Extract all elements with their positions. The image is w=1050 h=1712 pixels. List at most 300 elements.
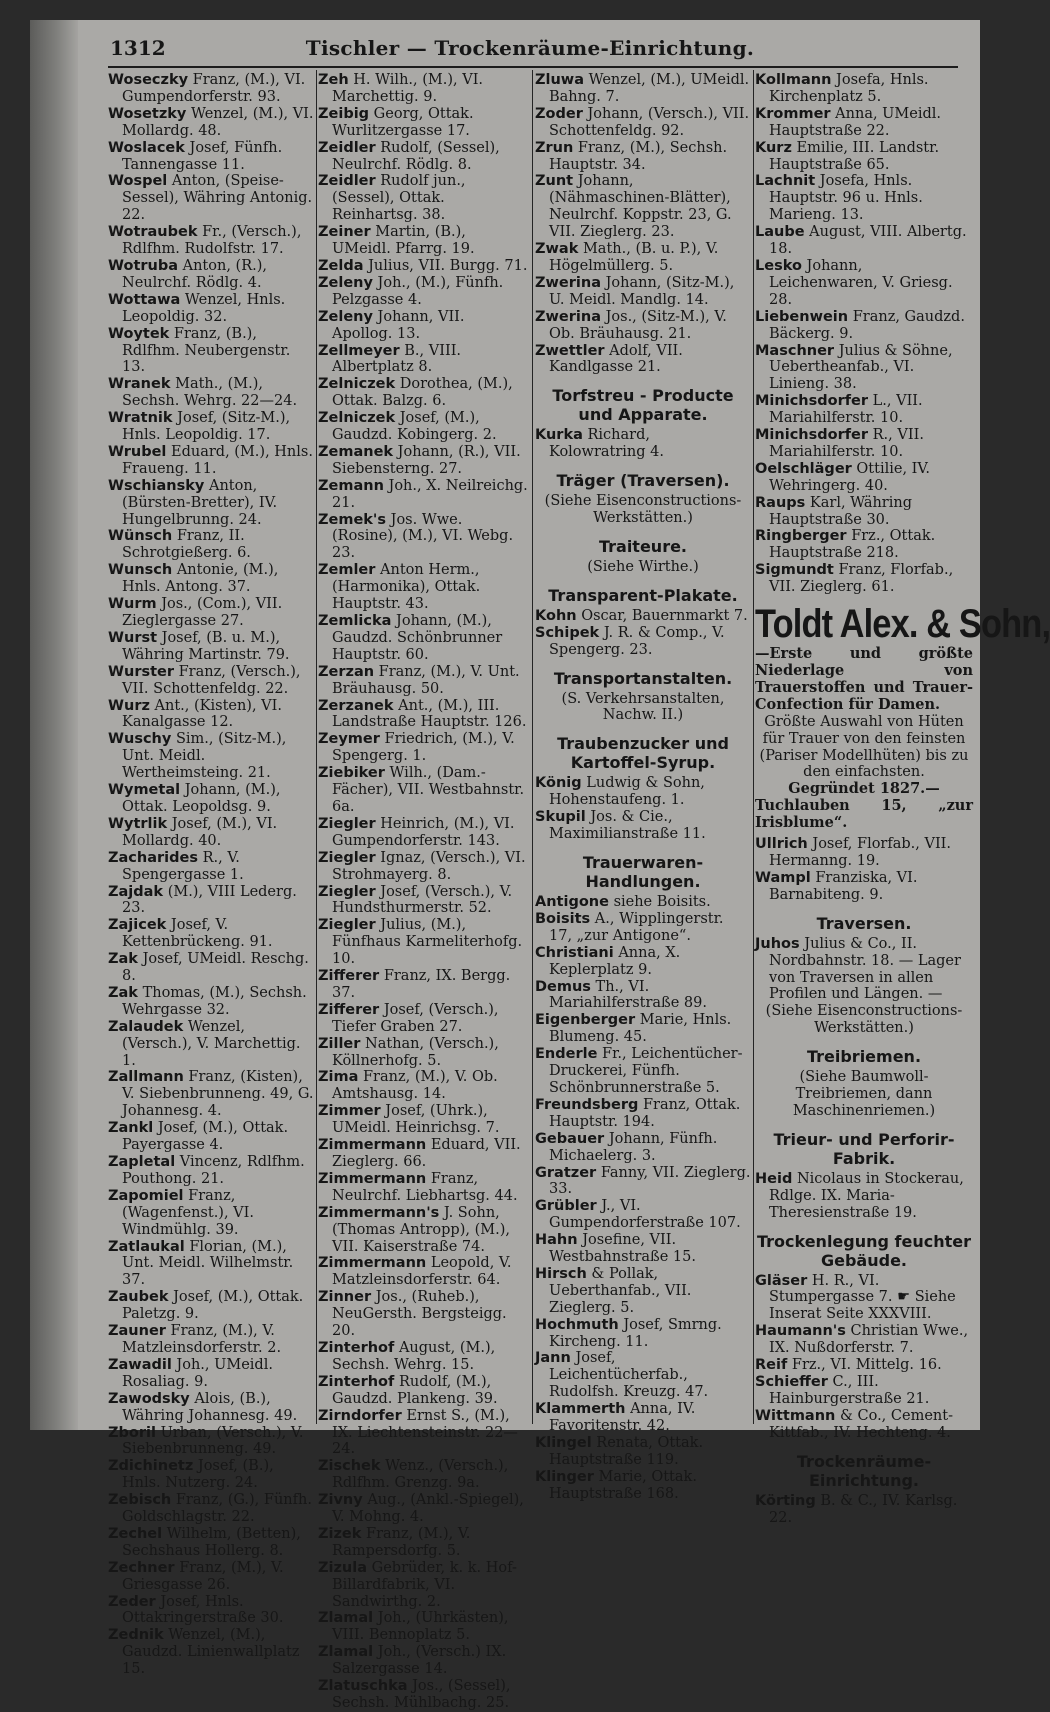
directory-entry (318, 1340, 528, 1374)
entry-details: Johann, VII. Apollog. 13. (332, 308, 465, 342)
entry-name: Hahn (535, 1232, 578, 1249)
directory-entry (318, 1137, 528, 1171)
directory-entry (108, 1391, 314, 1425)
column-divider (753, 70, 754, 1424)
directory-entry (108, 410, 314, 444)
entry-name: Schipek (535, 624, 600, 641)
entry-name: Zajdak (108, 883, 164, 900)
entry-details: Josef, Hnls. Ottakringerstraße 30. (122, 1593, 284, 1627)
header-rule (108, 66, 958, 68)
entry-details: Antonie, (M.), Hnls. Antong. 37. (122, 562, 279, 596)
entry-name: Zifferer (318, 968, 380, 985)
entry-name: Wuschy (108, 731, 172, 748)
entry-name: Schieffer (755, 1374, 828, 1390)
entry-details: Karl, Währing Hauptstraße 30. (769, 494, 912, 528)
directory-entry (535, 894, 751, 911)
entry-name: Wampl (755, 869, 811, 886)
entry-name: Ziegler (318, 815, 376, 832)
directory-entry (108, 562, 314, 596)
directory-entry (108, 258, 314, 292)
entry-details: Franz, Neulrchf. Liebhartsg. 44. (332, 1170, 518, 1204)
entry-details: J. Sohn, (Thomas Antropp), (M.), VII. Kaiserstraße 74. (332, 1204, 510, 1255)
entry-name: Klammerth (535, 1401, 626, 1418)
directory-entry (108, 1154, 314, 1188)
entry-details: Sim., (Sitz-M.), Unt. Meidl. Wertheimsteing. 21. (122, 731, 287, 782)
entry-details: Wenzel, (M.), UMeidl. Bahng. 7. (549, 72, 750, 105)
section-heading: Trauerwaren-Handlungen. (582, 853, 704, 891)
directory-entry (318, 1103, 528, 1137)
directory-entry (318, 444, 528, 478)
directory-entry (535, 106, 751, 140)
entry-details: Adolf, VII. Kandlgasse 21. (549, 342, 683, 376)
directory-entry (535, 809, 751, 843)
entry-name: Lachnit (755, 173, 816, 190)
section-heading: Traversen. (816, 913, 912, 933)
cross-reference-note: (Siehe Baumwoll-Treibriemen, dann Maschinenriemen.) (792, 1069, 936, 1119)
entry-details: Joh., UMeidl. Rosaliag. 9. (122, 1356, 273, 1390)
entry-name: Zeymer (318, 731, 380, 748)
directory-entry (108, 292, 314, 326)
entry-name: Woytek (108, 325, 170, 342)
directory-entry (108, 1289, 314, 1323)
directory-entry (108, 1526, 314, 1560)
entry-name: Zemlicka (318, 613, 392, 629)
page-number: 1312 (110, 36, 166, 60)
entry-name: Zizek (318, 1525, 362, 1542)
entry-name: Zeibig (318, 105, 370, 122)
directory-entry (318, 1069, 528, 1103)
entry-name: Ziller (318, 1035, 361, 1052)
directory-entry (108, 884, 314, 918)
advertisement (755, 602, 1050, 832)
entry-details: Wilhelm, (Betten), Sechshaus Hollerg. 8. (122, 1525, 301, 1559)
entry-name: Zimmermann's (318, 1204, 440, 1221)
entry-details: Joh., X. Neilreichg. 21. (332, 477, 528, 511)
entry-name: Raups (755, 494, 806, 511)
entry-name: Zimmermann (318, 1137, 427, 1154)
directory-entry (318, 850, 528, 884)
entry-details: Marie, Hnls. Blumeng. 45. (549, 1012, 732, 1046)
entry-name: Zerzan (318, 663, 375, 680)
entry-name: Wymetal (108, 782, 181, 799)
section-heading: Trockenlegung feuchter Gebäude. (756, 1231, 972, 1270)
directory-entry (318, 478, 528, 512)
directory-entry (108, 698, 314, 732)
entry-details: Math., (B. u. P.), V. Högelmüllerg. 5. (549, 241, 719, 274)
directory-entry (318, 173, 528, 224)
entry-name: Zivny (318, 1492, 363, 1509)
directory-entry (535, 911, 751, 945)
entry-name: Minichsdorfer (755, 393, 869, 410)
section-heading: Traiteure. (598, 536, 688, 556)
entry-details: Rudolf jun., (Sessel), Ottak. Reinhartsg. 38. (332, 173, 466, 224)
entry-name: Zatlaukal (108, 1238, 185, 1255)
entry-details: Jos., (Sessel), Sechsh. Mühlbachg. 25. (332, 1678, 511, 1711)
entry-name: Zemek's (318, 511, 387, 528)
entry-details: Franz, II. Schrotgießerg. 6. (122, 528, 251, 562)
directory-entry (318, 140, 528, 174)
directory-entry (108, 224, 314, 258)
entry-details: Vincenz, Rdlfhm. Pouthong. 21. (122, 1154, 305, 1187)
column-3 (535, 72, 751, 1502)
entry-details: Th., VI. Mariahilferstraße 89. (549, 978, 707, 1012)
entry-name: Zimmermann (318, 1255, 427, 1272)
entry-details: Math., (M.), Sechsh. Wehrg. 22—24. (122, 376, 298, 410)
entry-details: Christian Wwe., IX. Nußdorferstr. 7. (769, 1323, 969, 1357)
directory-entry (535, 1232, 751, 1266)
entry-name: Heid (755, 1170, 793, 1187)
entry-details: Ernst S., (M.), IX. Liechtensteinstr. 22—24. (332, 1407, 518, 1458)
entry-details: Josef, Leichentücherfab., Rudolfsh. Kreuzg. 47. (549, 1350, 709, 1401)
entry-name: Zboril (108, 1424, 156, 1441)
directory-entry (535, 945, 751, 979)
entry-details: August, VIII. Albertg. 18. (769, 224, 967, 258)
entry-details: Rudolf, (Sessel), Neulrchf. Rödlg. 8. (332, 139, 500, 173)
entry-name: Zeh (318, 72, 349, 88)
directory-entry (755, 393, 973, 427)
entry-name: Zdichinetz (108, 1458, 194, 1475)
entry-details: Josef, (M.), Ottak. Paletzg. 9. (122, 1289, 304, 1323)
directory-entry (108, 782, 314, 816)
entry-details: Jos. & Cie., Maximilianstraße 11. (549, 809, 706, 843)
entry-details: Franziska, VI. Barnabiteng. 9. (769, 869, 918, 903)
entry-name: Zwak (535, 241, 579, 258)
directory-entry (535, 241, 751, 275)
entry-name: Juhos (755, 935, 800, 952)
directory-entry (108, 816, 314, 850)
entry-name: Zizula (318, 1559, 368, 1576)
entry-details: Josef, UMeidl. Reschg. 8. (122, 951, 309, 985)
directory-entry (318, 884, 528, 918)
directory-entry (318, 816, 528, 850)
directory-entry (108, 1120, 314, 1154)
directory-entry (755, 224, 973, 258)
entry-details: Josef, V. Kettenbrückeng. 91. (122, 917, 273, 951)
entry-details: Anna, IV. Favoritenstr. 42. (549, 1401, 696, 1435)
directory-entry (535, 1012, 751, 1046)
entry-details: Jos., (Sitz-M.), V. Ob. Bräuhausg. 21. (549, 308, 727, 342)
directory-entry (535, 173, 751, 241)
entry-name: Krommer (755, 105, 831, 122)
entry-details: Josefine, VII. Westbahnstraße 15. (549, 1232, 696, 1266)
entry-name: Zerzanek (318, 697, 394, 714)
entry-name: Hirsch (535, 1265, 587, 1282)
entry-name: Wottawa (108, 291, 181, 308)
entry-name: Zelniczek (318, 410, 396, 427)
directory-entry (755, 343, 973, 394)
entry-name: Laube (755, 224, 805, 241)
entry-name: Wittmann (755, 1407, 836, 1424)
entry-details: Johann, (M.), Ottak. Leopoldsg. 9. (122, 782, 281, 815)
entry-details: B. & C., IV. Karlsg. 22. (769, 1492, 958, 1526)
entry-name: Gebauer (535, 1130, 605, 1147)
cross-reference-note: (Siehe Eisenconstructions-Werkstätten.) (765, 1003, 963, 1037)
entry-name: Kurz (755, 139, 792, 156)
entry-details: Josef, Florfab., VII. Hermanng. 19. (769, 836, 952, 869)
directory-entry (755, 1171, 973, 1222)
directory-entry (318, 765, 528, 816)
entry-details: Wenzel, Hnls. Leopoldig. 32. (122, 291, 286, 325)
directory-entry (108, 917, 314, 951)
entry-name: Lesko (755, 257, 802, 274)
entry-details: Josef, (Versch.), V. Hundsthurmerstr. 52. (332, 883, 513, 917)
entry-details: Heinrich, (M.), VI. Gumpendorferstr. 143. (332, 815, 515, 849)
directory-entry (318, 1458, 528, 1492)
entry-name: Zwerina (535, 274, 601, 291)
directory-entry (755, 258, 973, 309)
entry-details: Joh., (Uhrkästen), VIII. Bennoplatz 5. (332, 1610, 509, 1644)
directory-entry (318, 1036, 528, 1070)
column-divider (316, 70, 317, 1424)
directory-entry (108, 951, 314, 985)
entry-details: Jos., (Ruheb.), NeuGersth. Bergsteigg. 20. (332, 1289, 507, 1340)
page-header (110, 36, 950, 66)
entry-details: Franz, (M.), V. Rampersdorfg. 5. (332, 1525, 471, 1559)
directory-entry (535, 1198, 751, 1232)
entry-details: Nathan, (Versch.), Köllnerhofg. 5. (332, 1035, 499, 1069)
entry-name: Eigenberger (535, 1012, 636, 1029)
directory-entry (755, 936, 973, 1004)
entry-name: Hochmuth (535, 1316, 619, 1333)
directory-entry (108, 528, 314, 562)
entry-details: Wenzel, (M.), VI. Mollardg. 48. (122, 105, 314, 139)
entry-name: Ziegler (318, 849, 376, 866)
entry-name: Zinner (318, 1289, 372, 1306)
directory-entry (108, 664, 314, 698)
entry-name: Zankl (108, 1120, 154, 1137)
directory-entry (318, 562, 528, 613)
entry-details: Martin, (B.), UMeidl. Pfarrg. 19. (332, 224, 475, 258)
ad-line: —Erste und größte Niederlage von Trauerstoffen und Trauer-Confection für Damen. (755, 645, 973, 713)
directory-entry (535, 625, 751, 659)
entry-details: Fr., Leichentücher-Druckerei, Fünfh. Schönbrunnerstraße 5. (549, 1046, 743, 1096)
directory-entry (108, 1560, 314, 1594)
entry-name: Zapomiel (108, 1187, 184, 1204)
directory-entry (318, 410, 528, 444)
directory-entry (318, 376, 528, 410)
entry-details: Marie, Ottak. Hauptstraße 168. (549, 1468, 697, 1502)
entry-name: Wurz (108, 697, 150, 714)
directory-entry (108, 596, 314, 630)
directory-entry (318, 698, 528, 732)
entry-details: August, (M.), Sechsh. Wehrg. 15. (332, 1339, 496, 1373)
entry-details: Johann, (Nähmaschinen-Blätter), Neulrchf. Koppstr. 23, G. VII. Zieglerg. 23. (549, 173, 732, 241)
entry-name: Zelda (318, 257, 364, 274)
entry-details: Eduard, VII. Zieglerg. 66. (332, 1137, 521, 1170)
entry-name: Wünsch (108, 528, 173, 545)
entry-name: Zechner (108, 1559, 175, 1576)
entry-details: Anna, X. Keplerplatz 9. (549, 944, 681, 978)
entry-name: Woslacek (108, 139, 185, 156)
directory-entry (755, 1323, 973, 1357)
entry-details: Franz, (G.), Fünfh. Goldschlagstr. 22. (122, 1492, 312, 1526)
entry-name: Zallmann (108, 1069, 184, 1086)
entry-name: Zak (108, 984, 138, 1001)
entry-details: Julius, (M.), Fünfhaus Karmeliterhofg. 10. (332, 917, 523, 968)
directory-entry (108, 140, 314, 174)
entry-name: Zeiner (318, 224, 371, 241)
entry-details: Johann, Fünfh. Michaelerg. 3. (549, 1130, 718, 1164)
entry-details: Wenzel, (M.), Gaudzd. Linienwallplatz 15. (122, 1627, 300, 1678)
entry-details: Rudolf, (M.), Gaudzd. Plankeng. 39. (332, 1373, 498, 1407)
entry-details: Aug., (Ankl.-Spiegel), V. Mohng. 4. (332, 1492, 524, 1526)
directory-entry (535, 775, 751, 809)
directory-entry (318, 917, 528, 968)
entry-name: Wurst (108, 629, 158, 646)
entry-details: Josef, (Uhrk.), UMeidl. Heinrichsg. 7. (332, 1103, 500, 1137)
entry-name: Zeder (108, 1593, 156, 1610)
entry-details: Franz, (M.), VI. Gumpendorferstr. 93. (122, 72, 306, 105)
entry-details: & Co., Cement-Kittfab., IV. Hechteng. 4. (769, 1407, 953, 1441)
entry-name: Sigmundt (755, 562, 834, 579)
entry-name: Zwettler (535, 342, 605, 359)
entry-name: Klingel (535, 1435, 592, 1451)
entry-name: Zluwa (535, 72, 584, 88)
directory-entry (318, 309, 528, 343)
entry-name: Boisits (535, 910, 591, 927)
entry-name: Zednik (108, 1627, 164, 1644)
entry-details: (M.), VIII Lederg. 23. (122, 883, 297, 917)
entry-name: Zebisch (108, 1492, 172, 1509)
entry-name: Liebenwein (755, 308, 849, 325)
entry-name: Zifferer (318, 1001, 380, 1018)
entry-name: Enderle (535, 1046, 598, 1063)
ad-founded: Gegründet 1827.— (788, 780, 940, 798)
section-heading: Träger (Traversen). (556, 471, 730, 491)
entry-name: Zelniczek (318, 376, 396, 393)
directory-entry (108, 985, 314, 1019)
entry-details: Florian, (M.), Unt. Meidl. Wilhelmstr. 37. (122, 1238, 294, 1289)
entry-details: Julius & Co., II. Nordbahnstr. 18. — Lager von Traversen in allen Profilen und Längen. — (769, 935, 961, 1003)
directory-entry (318, 1171, 528, 1205)
directory-entry (755, 309, 973, 343)
section-heading: Transportanstalten. (553, 668, 733, 688)
entry-details: Franz, (M.), V. Ob. Amtshausg. 14. (332, 1069, 498, 1103)
entry-details: Franz, (M.), V. Unt. Bräuhausg. 50. (332, 663, 520, 697)
entry-details: Julius & Söhne, Uebertheanfab., VI. Linieng. 38. (769, 342, 953, 393)
directory-entry (318, 275, 528, 309)
entry-name: Woseczky (108, 72, 189, 88)
entry-name: Ziegler (318, 917, 376, 934)
entry-name: Christiani (535, 944, 614, 961)
directory-entry (755, 1374, 973, 1408)
directory-entry (108, 106, 314, 140)
entry-name: Wurm (108, 596, 157, 613)
entry-name: Zemler (318, 562, 376, 579)
section-heading: Treibriemen. (806, 1047, 922, 1067)
entry-name: Wrubel (108, 443, 167, 460)
directory-entry (535, 309, 751, 343)
directory-entry (318, 1492, 528, 1526)
directory-entry (108, 376, 314, 410)
directory-entry (535, 1266, 751, 1317)
entry-name: Zalaudek (108, 1018, 184, 1035)
entry-name: Wotruba (108, 257, 179, 274)
directory-entry (108, 1627, 314, 1678)
directory-entry (318, 1408, 528, 1459)
entry-details: Wilh., (Dam.-Fächer), VII. Westbahnstr. 6a. (332, 765, 525, 815)
entry-details: Ant., (M.), III. Landstraße Hauptstr. 126. (332, 697, 527, 731)
entry-details: Ludwig & Sohn, Hohenstaufeng. 1. (549, 775, 705, 809)
entry-name: Jann (535, 1350, 571, 1367)
entry-name: Grübler (535, 1198, 597, 1215)
entry-details: Franz, Ottak. Hauptstr. 194. (549, 1096, 741, 1130)
section-heading: Torfstreu - Producte und Apparate. (552, 386, 734, 425)
directory-entry (318, 1644, 528, 1678)
directory-entry (755, 461, 973, 495)
entry-details: H. R., VI. Stumpergasse 7. ☛ Siehe Inserat Seite XXXVIII. (769, 1272, 956, 1323)
entry-details: Ignaz, (Versch.), VI. Strohmayerg. 8. (332, 849, 526, 883)
section-heading: Traubenzucker und Kartoffel-Syrup. (557, 734, 729, 773)
entry-name: Zeleny (318, 274, 373, 291)
entry-details: Friedrich, (M.), V. Spengerg. 1. (332, 731, 515, 765)
entry-name: Zwerina (535, 308, 601, 325)
section-heading: Trieur- und Perforir-Fabrik. (773, 1129, 955, 1168)
entry-details: Joh., (Versch.) IX. Salzergasse 14. (332, 1644, 507, 1678)
entry-details: Anna, UMeidl. Hauptstraße 22. (769, 105, 941, 139)
entry-name: Antigone (535, 894, 609, 910)
directory-entry (108, 1594, 314, 1628)
entry-details: Josef, Smrng. Kircheng. 11. (549, 1316, 722, 1350)
entry-details: Josef, (Sitz-M.), Hnls. Leopoldig. 17. (122, 410, 291, 444)
entry-details: Anton, (Bürsten-Bretter), IV. Hungelbrunng. 24. (122, 477, 278, 528)
directory-entry (755, 106, 973, 140)
directory-entry (535, 1469, 751, 1503)
directory-entry (535, 1131, 751, 1165)
entry-details: Josefa, Hnls. Hauptstr. 96 u. Hnls. Marieng. 13. (769, 173, 923, 224)
entry-name: Zlatuschka (318, 1678, 408, 1695)
directory-entry (318, 224, 528, 258)
entry-details: Johann, (R.), VII. Siebensterng. 27. (332, 443, 521, 477)
directory-entry (535, 979, 751, 1013)
entry-details: B., VIII. Albertplatz 8. (332, 342, 462, 376)
entry-details: Renata, Ottak. Hauptstraße 119. (549, 1435, 704, 1468)
entry-name: Wotraubek (108, 224, 198, 241)
entry-details: Josef, Fünfh. Tannengasse 11. (122, 139, 283, 173)
entry-name: Zellmeyer (318, 342, 400, 359)
entry-details: Josef, (Versch.), Tiefer Graben 27. (332, 1001, 499, 1035)
entry-details: Fanny, VII. Zieglerg. 33. (549, 1164, 751, 1198)
directory-entry (318, 72, 528, 106)
entry-name: Zaubek (108, 1289, 169, 1306)
entry-details: Eduard, (M.), Hnls. Fraueng. 11. (122, 443, 313, 477)
entry-name: Gratzer (535, 1164, 597, 1181)
entry-name: Wranek (108, 376, 171, 393)
entry-details: Franz, IX. Bergg. 37. (332, 968, 511, 1001)
directory-entry (318, 664, 528, 698)
entry-details: R., V. Spengergasse 1. (122, 849, 244, 883)
section-heading: Transparent-Plakate. (548, 585, 738, 605)
entry-details: Wenzel, (Versch.), V. Marchettig. 1. (122, 1018, 301, 1069)
entry-name: Wytrlik (108, 815, 168, 832)
entry-name: Wurster (108, 663, 175, 680)
entry-name: Kollmann (755, 72, 832, 88)
directory-entry (535, 427, 751, 461)
directory-entry (535, 1097, 751, 1131)
directory-entry (535, 1401, 751, 1435)
entry-name: Gläser (755, 1272, 808, 1289)
entry-details: Josef, (M.), Gaudzd. Kobingerg. 2. (332, 410, 497, 444)
entry-name: Haumann's (755, 1323, 846, 1340)
entry-details: Anton, (Speise-Sessel), Währing Antonig. 22. (122, 173, 313, 224)
entry-details: Jos., (Com.), VII. Zieglergasse 27. (122, 596, 283, 629)
entry-details: Oscar, Bauernmarkt 7. (581, 607, 748, 624)
directory-entry (318, 343, 528, 377)
column-2 (318, 72, 528, 1711)
entry-details: Johann, Leichenwaren, V. Griesg. 28. (769, 257, 953, 308)
entry-details: Franz, (M.), V. Matzleinsdorferstr. 2. (122, 1323, 282, 1356)
directory-entry (108, 1019, 314, 1070)
